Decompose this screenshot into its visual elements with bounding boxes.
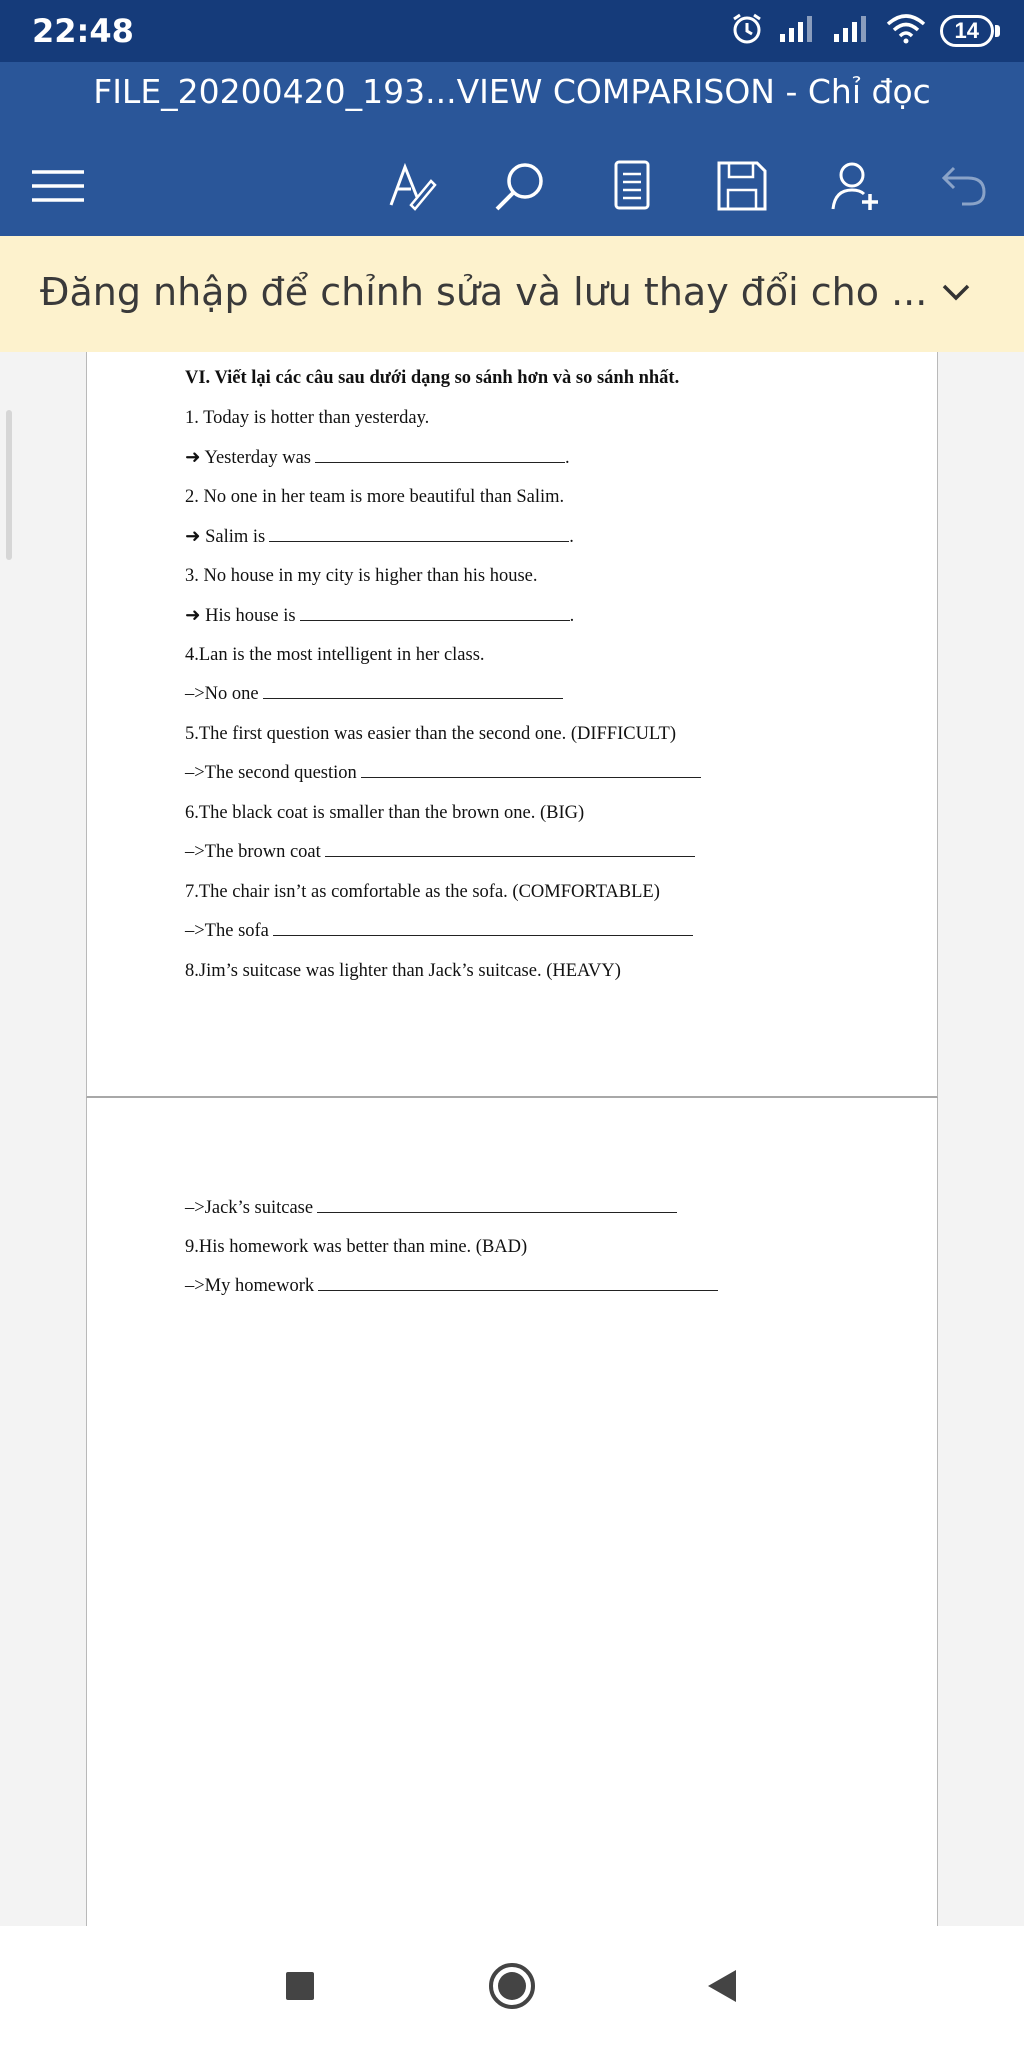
document-line <box>185 487 564 508</box>
status-icons <box>730 12 994 50</box>
line-text: –>The brown coat <box>185 842 321 862</box>
battery-icon <box>940 15 994 47</box>
line-tail: . <box>569 527 574 547</box>
line-text: –>No one <box>185 684 259 704</box>
document-line <box>185 526 574 548</box>
search-icon[interactable] <box>490 156 550 216</box>
toolbar <box>0 140 1024 230</box>
line-text: 4.Lan is the most intelligent in her class. <box>185 644 485 665</box>
document-line <box>185 645 485 666</box>
document-line <box>185 1198 677 1219</box>
line-text: –>Jack’s suitcase <box>185 1198 314 1218</box>
undo-icon[interactable] <box>934 156 994 216</box>
document-line <box>185 684 563 705</box>
line-text: ➜ Yesterday was <box>185 448 311 468</box>
line-text: 7.The chair isn’t as comfortable as the sofa. (COMFORTABLE) <box>185 881 660 902</box>
document-line <box>185 803 584 824</box>
document-line <box>185 566 538 587</box>
answer-blank <box>318 1289 718 1291</box>
app-header <box>0 62 1024 236</box>
home-icon[interactable] <box>482 1956 542 2016</box>
document-page-1 <box>86 352 938 1098</box>
line-text: –>The sofa <box>185 921 269 941</box>
line-text: ➜ His house is <box>185 606 296 626</box>
line-text: 8.Jim’s suitcase was lighter than Jack’s suitcase. (HEAVY) <box>185 960 621 981</box>
line-text: ➜ Salim is <box>185 527 266 547</box>
document-line <box>185 605 574 627</box>
draw-pen-icon[interactable] <box>382 156 442 216</box>
signal-icon <box>832 14 872 49</box>
reading-view-icon[interactable] <box>602 156 662 216</box>
answer-blank <box>325 855 695 857</box>
share-person-icon[interactable] <box>826 156 886 216</box>
document-line <box>185 408 429 429</box>
system-nav-bar <box>0 1926 1024 2048</box>
status-bar <box>0 0 1024 62</box>
document-page-2 <box>86 1098 938 1926</box>
answer-blank <box>300 619 570 621</box>
back-icon[interactable] <box>692 1956 752 2016</box>
answer-blank <box>317 1211 677 1213</box>
answer-blank <box>269 540 569 542</box>
line-tail: . <box>564 448 570 468</box>
answer-blank <box>315 461 565 463</box>
document-line <box>185 921 693 942</box>
line-text: 1. Today is hotter than yesterday. <box>185 407 430 428</box>
document-line <box>185 882 660 903</box>
document-line <box>185 961 621 982</box>
line-text: 5.The first question was easier than the second one. (DIFFICULT) <box>185 723 676 744</box>
sign-in-banner[interactable] <box>0 236 1024 352</box>
answer-blank <box>273 934 693 936</box>
alarm-icon <box>730 12 764 51</box>
recent-apps-icon[interactable] <box>270 1956 330 2016</box>
document-title: FILE_20200420_193...VIEW COMPARISON - Chỉ đọc <box>93 72 931 111</box>
document-line <box>185 842 695 863</box>
document-line <box>185 447 570 469</box>
battery-level: 14 <box>954 18 979 43</box>
sign-in-banner-text: Đăng nhập để chỉnh sửa và lưu thay đổi cho ... <box>40 270 928 314</box>
line-text: 9.His homework was better than mine. (BAD) <box>185 1237 528 1257</box>
answer-blank <box>263 697 563 699</box>
wifi-icon <box>886 14 926 49</box>
scrollbar[interactable] <box>6 410 12 560</box>
line-text: –>The second question <box>185 763 357 783</box>
line-text: 3. No house in my city is higher than his house. <box>185 565 538 586</box>
chevron-down-icon[interactable] <box>938 274 974 315</box>
line-text: 2. No one in her team is more beautiful than Salim. <box>185 486 565 507</box>
document-line <box>185 1237 527 1258</box>
document-line <box>185 724 676 745</box>
line-text: –>My homework <box>185 1276 315 1296</box>
line-text: 6.The black coat is smaller than the brown one. (BIG) <box>185 802 585 823</box>
document-line <box>185 1276 718 1297</box>
line-tail: . <box>569 606 575 626</box>
status-time: 22:48 <box>32 12 134 50</box>
exercise-heading <box>185 368 679 389</box>
signal-icon <box>778 14 818 49</box>
line-text: VI. Viết lại các câu sau dưới dạng so sánh hơn và so sánh nhất. <box>185 368 680 388</box>
answer-blank <box>361 776 701 778</box>
save-icon[interactable] <box>712 156 772 216</box>
menu-icon[interactable] <box>28 156 88 216</box>
document-line <box>185 763 701 784</box>
